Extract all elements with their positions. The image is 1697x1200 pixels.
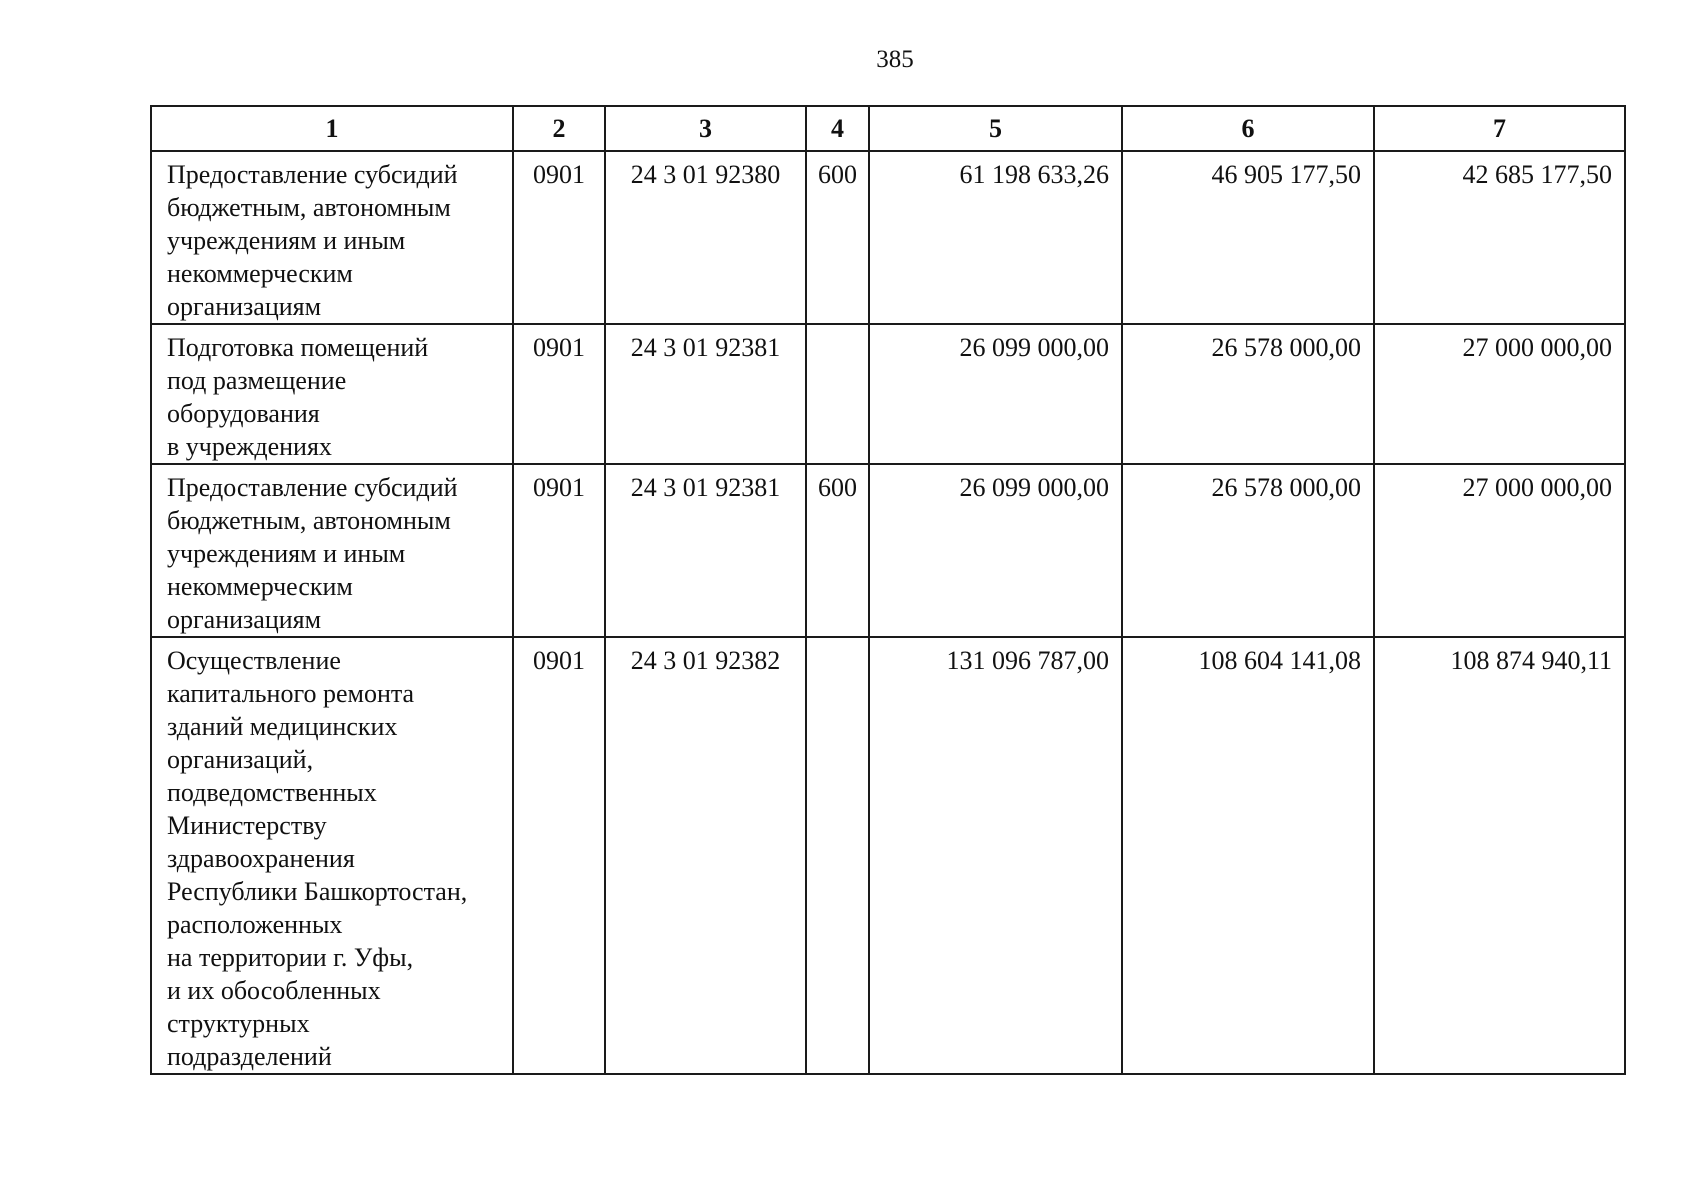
expense-type-cell [806, 637, 869, 1074]
item-name-line: Предоставление субсидий [167, 473, 458, 502]
item-name-line: структурных [167, 1009, 310, 1038]
target-code-cell: 24 3 01 92381 [605, 324, 806, 464]
item-name-line: организаций, [167, 745, 314, 774]
item-name-line: оборудования [167, 399, 320, 428]
amount-col5-cell: 26 099 000,00 [869, 324, 1122, 464]
header-col-4: 4 [806, 106, 869, 151]
amount-col7-cell: 42 685 177,50 [1374, 151, 1625, 324]
header-col-5: 5 [869, 106, 1122, 151]
amount-col7-cell: 27 000 000,00 [1374, 324, 1625, 464]
amount-col7-cell: 108 874 940,11 [1374, 637, 1625, 1074]
header-col-6: 6 [1122, 106, 1374, 151]
expense-type-cell [806, 324, 869, 464]
item-name-line: Республики Башкортостан, [167, 877, 468, 906]
item-name-line: под размещение [167, 366, 347, 395]
amount-col5-cell: 26 099 000,00 [869, 464, 1122, 637]
amount-col6-cell: 26 578 000,00 [1122, 464, 1374, 637]
header-col-1: 1 [151, 106, 513, 151]
amount-col6-cell: 108 604 141,08 [1122, 637, 1374, 1074]
amount-col6-cell: 46 905 177,50 [1122, 151, 1374, 324]
amount-col7-cell: 27 000 000,00 [1374, 464, 1625, 637]
item-name-line: здравоохранения [167, 844, 355, 873]
item-name-line: и их обособленных [167, 976, 381, 1005]
item-name-line: расположенных [167, 910, 343, 939]
target-code-cell: 24 3 01 92381 [605, 464, 806, 637]
section-code-cell: 0901 [513, 637, 605, 1074]
expense-type-cell: 600 [806, 464, 869, 637]
item-name-line: подведомственных [167, 778, 377, 807]
section-code-cell: 0901 [513, 151, 605, 324]
header-col-3: 3 [605, 106, 806, 151]
page-number: 385 [876, 46, 914, 73]
item-name-line: некоммерческим [167, 572, 353, 601]
item-name-line: Осуществление [167, 646, 341, 675]
target-code-cell: 24 3 01 92380 [605, 151, 806, 324]
table-row [151, 151, 1625, 324]
item-name-line: Предоставление субсидий [167, 160, 458, 189]
item-name-cell [151, 151, 513, 324]
target-code-cell: 24 3 01 92382 [605, 637, 806, 1074]
table-row [151, 637, 1625, 1074]
item-name-line: организациям [167, 292, 322, 321]
item-name-line: зданий медицинских [167, 712, 398, 741]
item-name-line: в учреждениях [167, 432, 332, 461]
expense-type-cell: 600 [806, 151, 869, 324]
item-name-line: бюджетным, автономным [167, 193, 451, 222]
header-row [151, 106, 1625, 151]
item-name-cell [151, 637, 513, 1074]
amount-col5-cell: 61 198 633,26 [869, 151, 1122, 324]
item-name-cell [151, 464, 513, 637]
table-row [151, 464, 1625, 637]
item-name-line: организациям [167, 605, 322, 634]
item-name-line: учреждениям и иным [167, 226, 406, 255]
budget-table [150, 105, 1626, 1075]
item-name-line: Министерству [167, 811, 327, 840]
item-name-line: некоммерческим [167, 259, 353, 288]
table-row [151, 324, 1625, 464]
item-name-line: капитального ремонта [167, 679, 415, 708]
item-name-line: учреждениям и иным [167, 539, 406, 568]
header-col-7: 7 [1374, 106, 1625, 151]
amount-col5-cell: 131 096 787,00 [869, 637, 1122, 1074]
item-name-line: бюджетным, автономным [167, 506, 451, 535]
amount-col6-cell: 26 578 000,00 [1122, 324, 1374, 464]
item-name-line: подразделений [167, 1042, 332, 1071]
section-code-cell: 0901 [513, 324, 605, 464]
section-code-cell: 0901 [513, 464, 605, 637]
header-col-2: 2 [513, 106, 605, 151]
item-name-line: на территории г. Уфы, [167, 943, 414, 972]
item-name-cell [151, 324, 513, 464]
item-name-line: Подготовка помещений [167, 333, 429, 362]
